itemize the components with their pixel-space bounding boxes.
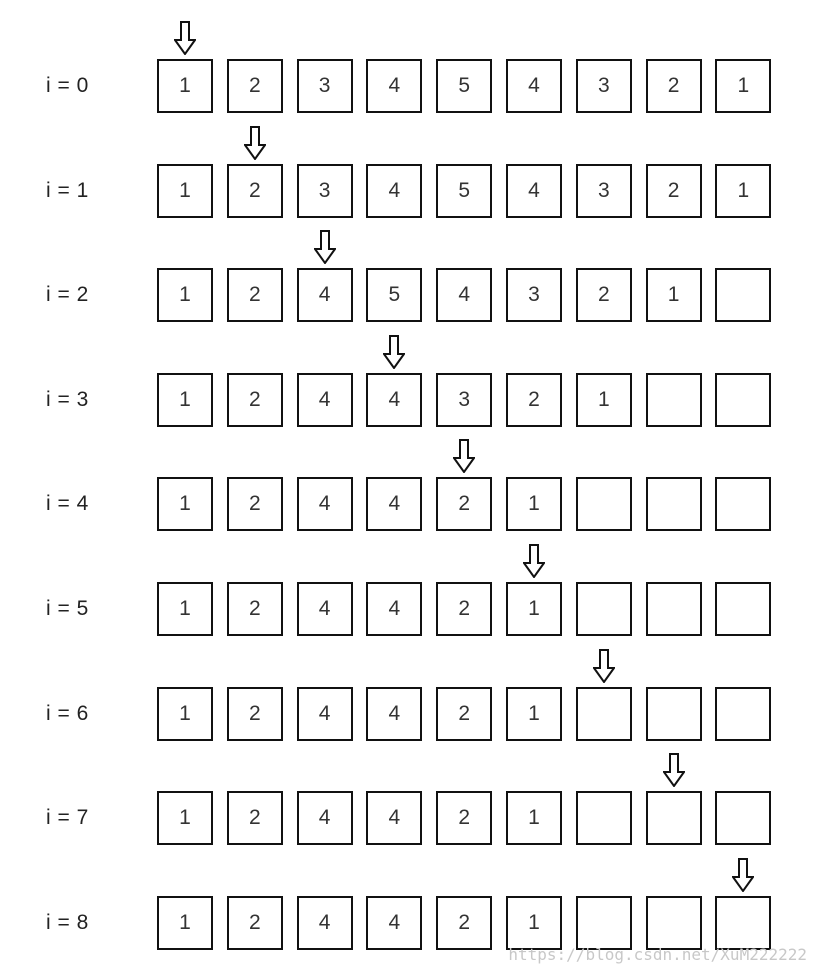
- row-label: i = 7: [46, 806, 89, 830]
- array-cell: 4: [366, 59, 422, 113]
- row-label: i = 0: [46, 74, 89, 97]
- array-cell: 1: [506, 582, 562, 636]
- array-cell: 4: [297, 268, 353, 322]
- array-cell: 1: [506, 687, 562, 741]
- array-cell: 4: [506, 59, 562, 113]
- array-cell: 2: [227, 477, 283, 531]
- array-cell: [715, 373, 771, 427]
- array-cell: 4: [297, 477, 353, 531]
- array-cell: [646, 582, 702, 636]
- array-cell: [576, 896, 632, 950]
- array-cell: 5: [366, 268, 422, 322]
- array-cell: 2: [436, 582, 492, 636]
- row-label: i = 6: [46, 701, 89, 725]
- array-cell: 1: [157, 687, 213, 741]
- array-cell: 4: [366, 687, 422, 741]
- array-cell: [715, 477, 771, 531]
- array-cell: [576, 582, 632, 636]
- array-cell: 1: [506, 791, 562, 845]
- array-cell: 4: [297, 896, 353, 950]
- row-label: i = 2: [46, 283, 89, 307]
- array-cell: [715, 687, 771, 741]
- array-cell: 4: [366, 582, 422, 636]
- array-cell: 1: [157, 896, 213, 950]
- array-cell: 2: [227, 268, 283, 322]
- array-cell: 3: [297, 59, 353, 113]
- array-cell: 3: [297, 164, 353, 218]
- row-label: i = 3: [46, 387, 89, 411]
- array-cell: 1: [646, 268, 702, 322]
- array-cell: 4: [366, 373, 422, 427]
- array-cell: 3: [576, 164, 632, 218]
- array-cell: 1: [157, 268, 213, 322]
- array-cell: 4: [366, 791, 422, 845]
- array-cell: 4: [506, 164, 562, 218]
- row-label: i = 1: [46, 178, 89, 202]
- array-cell: 2: [506, 373, 562, 427]
- array-cell: 1: [157, 373, 213, 427]
- row-label: i = 5: [46, 597, 89, 620]
- array-cell: 1: [157, 477, 213, 531]
- array-cell: 1: [157, 791, 213, 845]
- array-cell: [646, 791, 702, 845]
- array-cell: 4: [366, 477, 422, 531]
- array-cell: [646, 477, 702, 531]
- array-cell: [646, 687, 702, 741]
- array-cell: 4: [297, 791, 353, 845]
- array-cell: 4: [366, 164, 422, 218]
- array-cell: [576, 687, 632, 741]
- array-cell: 3: [506, 268, 562, 322]
- array-cell: 1: [157, 59, 213, 113]
- array-cell: [646, 373, 702, 427]
- array-cell: 2: [646, 164, 702, 218]
- array-cell: [576, 477, 632, 531]
- watermark: https://blog.csdn.net/XuM222222: [508, 945, 807, 964]
- array-cell: 4: [297, 373, 353, 427]
- array-cell: 2: [436, 896, 492, 950]
- array-cell: 1: [157, 582, 213, 636]
- array-cell: [576, 791, 632, 845]
- down-arrow-icon: [244, 126, 266, 160]
- array-cell: 4: [366, 896, 422, 950]
- down-arrow-icon: [314, 230, 336, 264]
- array-cell: 1: [576, 373, 632, 427]
- array-cell: 1: [506, 477, 562, 531]
- row-label: i = 4: [46, 492, 89, 516]
- array-cell: [646, 896, 702, 950]
- down-arrow-icon: [174, 21, 196, 55]
- array-cell: 2: [436, 791, 492, 845]
- array-cell: 2: [227, 896, 283, 950]
- array-cell: [715, 582, 771, 636]
- down-arrow-icon: [523, 544, 545, 578]
- array-cell: 5: [436, 164, 492, 218]
- array-cell: 1: [157, 164, 213, 218]
- down-arrow-icon: [453, 439, 475, 473]
- array-cell: 1: [715, 59, 771, 113]
- array-cell: 2: [436, 477, 492, 531]
- array-cell: 1: [506, 896, 562, 950]
- array-cell: 2: [436, 687, 492, 741]
- array-cell: 4: [297, 582, 353, 636]
- array-cell: [715, 896, 771, 950]
- array-cell: 2: [227, 791, 283, 845]
- array-cell: 2: [227, 373, 283, 427]
- array-cell: 1: [715, 164, 771, 218]
- array-cell: 2: [227, 164, 283, 218]
- down-arrow-icon: [593, 649, 615, 683]
- array-cell: 2: [646, 59, 702, 113]
- array-cell: 4: [436, 268, 492, 322]
- array-cell: 2: [227, 582, 283, 636]
- down-arrow-icon: [383, 335, 405, 369]
- array-cell: 2: [227, 59, 283, 113]
- array-cell: 2: [576, 268, 632, 322]
- array-cell: [715, 791, 771, 845]
- array-cell: 3: [576, 59, 632, 113]
- down-arrow-icon: [732, 858, 754, 892]
- array-cell: 3: [436, 373, 492, 427]
- array-cell: 5: [436, 59, 492, 113]
- down-arrow-icon: [663, 753, 685, 787]
- row-label: i = 8: [46, 910, 89, 934]
- array-cell: [715, 268, 771, 322]
- array-cell: 4: [297, 687, 353, 741]
- array-cell: 2: [227, 687, 283, 741]
